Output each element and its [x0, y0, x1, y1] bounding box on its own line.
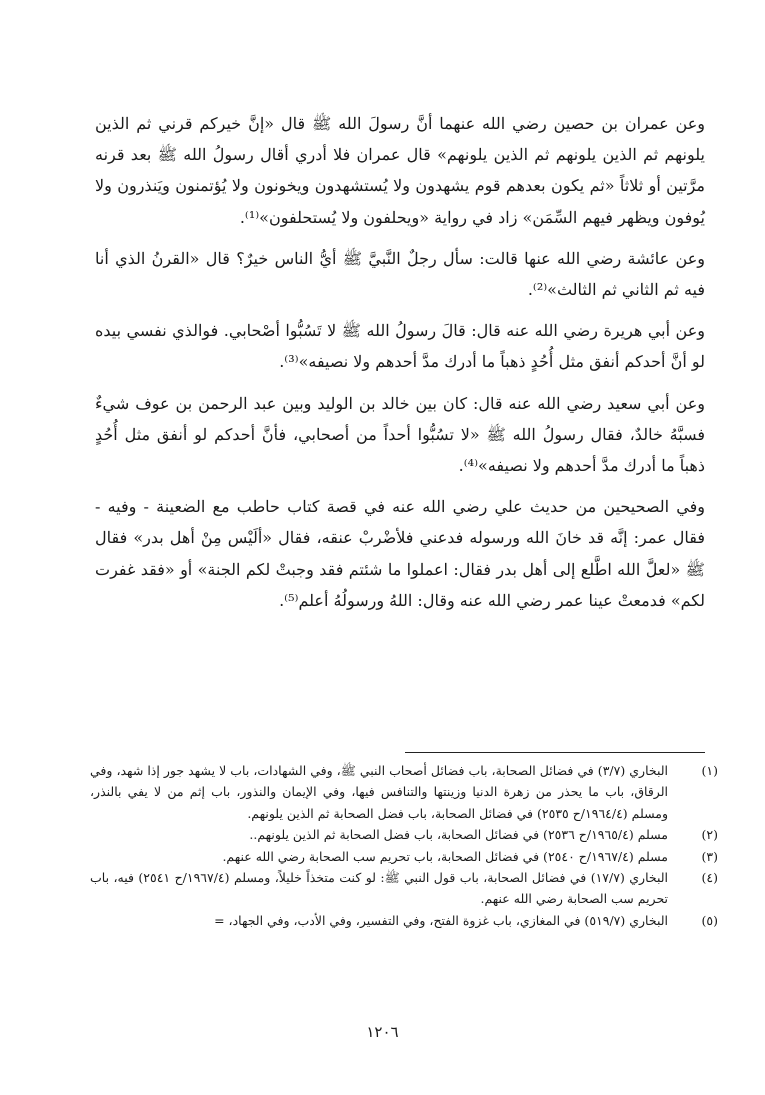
paragraph-abu-said: وعن أبي سعيد رضي الله عنه قال: كان بين خالد بن الوليد وبين عبد الرحمن بن عوف شيءٌ فسبَّهُ خالدٌ، فقال رسولُ الله ﷺ «لا تسُبُّوا أحداً من أصحابي، فأنَّ أحدكم لو أنفق مثل أُحُدٍ ذهباً ما أدرك مدَّ أحدهم ولا نصيفه»⁽⁴⁾. [95, 393, 705, 476]
footnote-text: البخاري (٣/٧) في فضائل الصحابة، باب فضائل أصحاب النبي ﷺ، وفي الشهادات، باب لا يشهد جور إذا شهد، وفي الرقاق، باب ما يحذر من زهرة الدنيا وزينتها والتنافس فيها، وفي الإيمان والنذور، باب إثم من لا يفي بالنذر، ومسلم (١٩٦٤/٤/ح ٢٥٣٥) في فضائل الصحابة، باب فضل الصحابة ثم الذين يلونهم. [90, 763, 669, 821]
footnote-text: مسلم (١٩٦٥/٤/ح ٢٥٣٦) في فضائل الصحابة، باب فضل الصحابة ثم الذين يلونهم.. [249, 827, 668, 843]
footnote [90, 867, 718, 910]
footnote-number: (١) [701, 763, 718, 778]
footnote-text: البخاري (٥١٩/٧) في المغازي، باب غزوة الفتح، وفي التفسير، وفي الأدب، وفي الجهاد، = [214, 912, 668, 928]
footnote [90, 824, 718, 845]
footnotes [90, 760, 718, 931]
footnote [90, 760, 718, 824]
footnote [90, 846, 718, 867]
page-number: ١٢٠٦ [366, 1023, 399, 1041]
paragraph-sahihayn: وفي الصحيحين من حديث علي رضي الله عنه في قصة كتاب حاطب مع الضعينة - وفيه - فقال عمر: إنَّه قد خانَ الله ورسوله فدعني فلأضْربْ عنقه، فقال «ألَيْس مِنْ أهل بدر» فقال ﷺ «لعلَّ الله اطَّلع إلى أهل بدر فقال: اعملوا ما شئتم فقد وجبتْ لكم الجنة» أو «فقد غفرت لكم» فدمعتْ عينا عمر رضي الله عنه وقال: اللهُ ورسولُهُ أعلم⁽⁵⁾. [95, 497, 706, 610]
footnote-number: (٤) [701, 870, 718, 886]
main-text [95, 108, 705, 626]
footnote-text: البخاري (١٧/٧) في فضائل الصحابة، باب قول النبي ﷺ: لو كنت متخذاً خليلاً، ومسلم (١٩٦٧/٤/ح ٢٥٤١) فيه، باب تحريم سب الصحابة رضي الله عنهم. [90, 870, 668, 907]
paragraph-abu-hurayra: وعن أبي هريرة رضي الله عنه قال: قالَ رسولُ الله ﷺ لا تَسُبُّوا أصْحابي. فوالذي نفسي بيده لو أنَّ أحدكم أنفق مثل أُحُدٍ ذهباً ما أدرك مدَّ أحدهم ولا نصيفه»⁽³⁾. [95, 321, 705, 372]
footnote-text: مسلم (١٩٦٧/٤/ح ٢٥٤٠) في فضائل الصحابة، باب تحريم سب الصحابة رضي الله عنهم. [222, 848, 668, 864]
footnote-number: (٢) [701, 827, 718, 843]
footnote-number: (٥) [701, 912, 718, 928]
footnote [90, 910, 718, 931]
footnote-divider [405, 752, 705, 753]
paragraph-imran: وعن عمران بن حصين رضي الله عنهما أنَّ رسولَ الله ﷺ قال «إنَّ خيركم قرني ثم الذين يلونهم ثم الذين يلونهم ثم الذين يلونهم» قال عمران فلا أدري أقال رسولُ الله ﷺ بعد قرنه مرَّتين أو ثلاثاً «ثم يكون بعدهم قوم يشهدون ولا يُستشهدون ويخونون ولا يُؤتمنون ويَنذرون ولا يُوفون ويظهر فيهم السِّمَن» زاد في رواية «ويحلفون ولا يُستحلفون»⁽¹⁾. [95, 114, 705, 227]
paragraph-aisha: وعن عائشة رضي الله عنها قالت: سأل رجلٌ النَّبيَّ ﷺ أيُّ الناس خيرٌ؟ قال «القرنُ الذي أنا فيه ثم الثاني ثم الثالث»⁽²⁾. [95, 248, 705, 300]
footnote-number: (٣) [701, 848, 718, 864]
